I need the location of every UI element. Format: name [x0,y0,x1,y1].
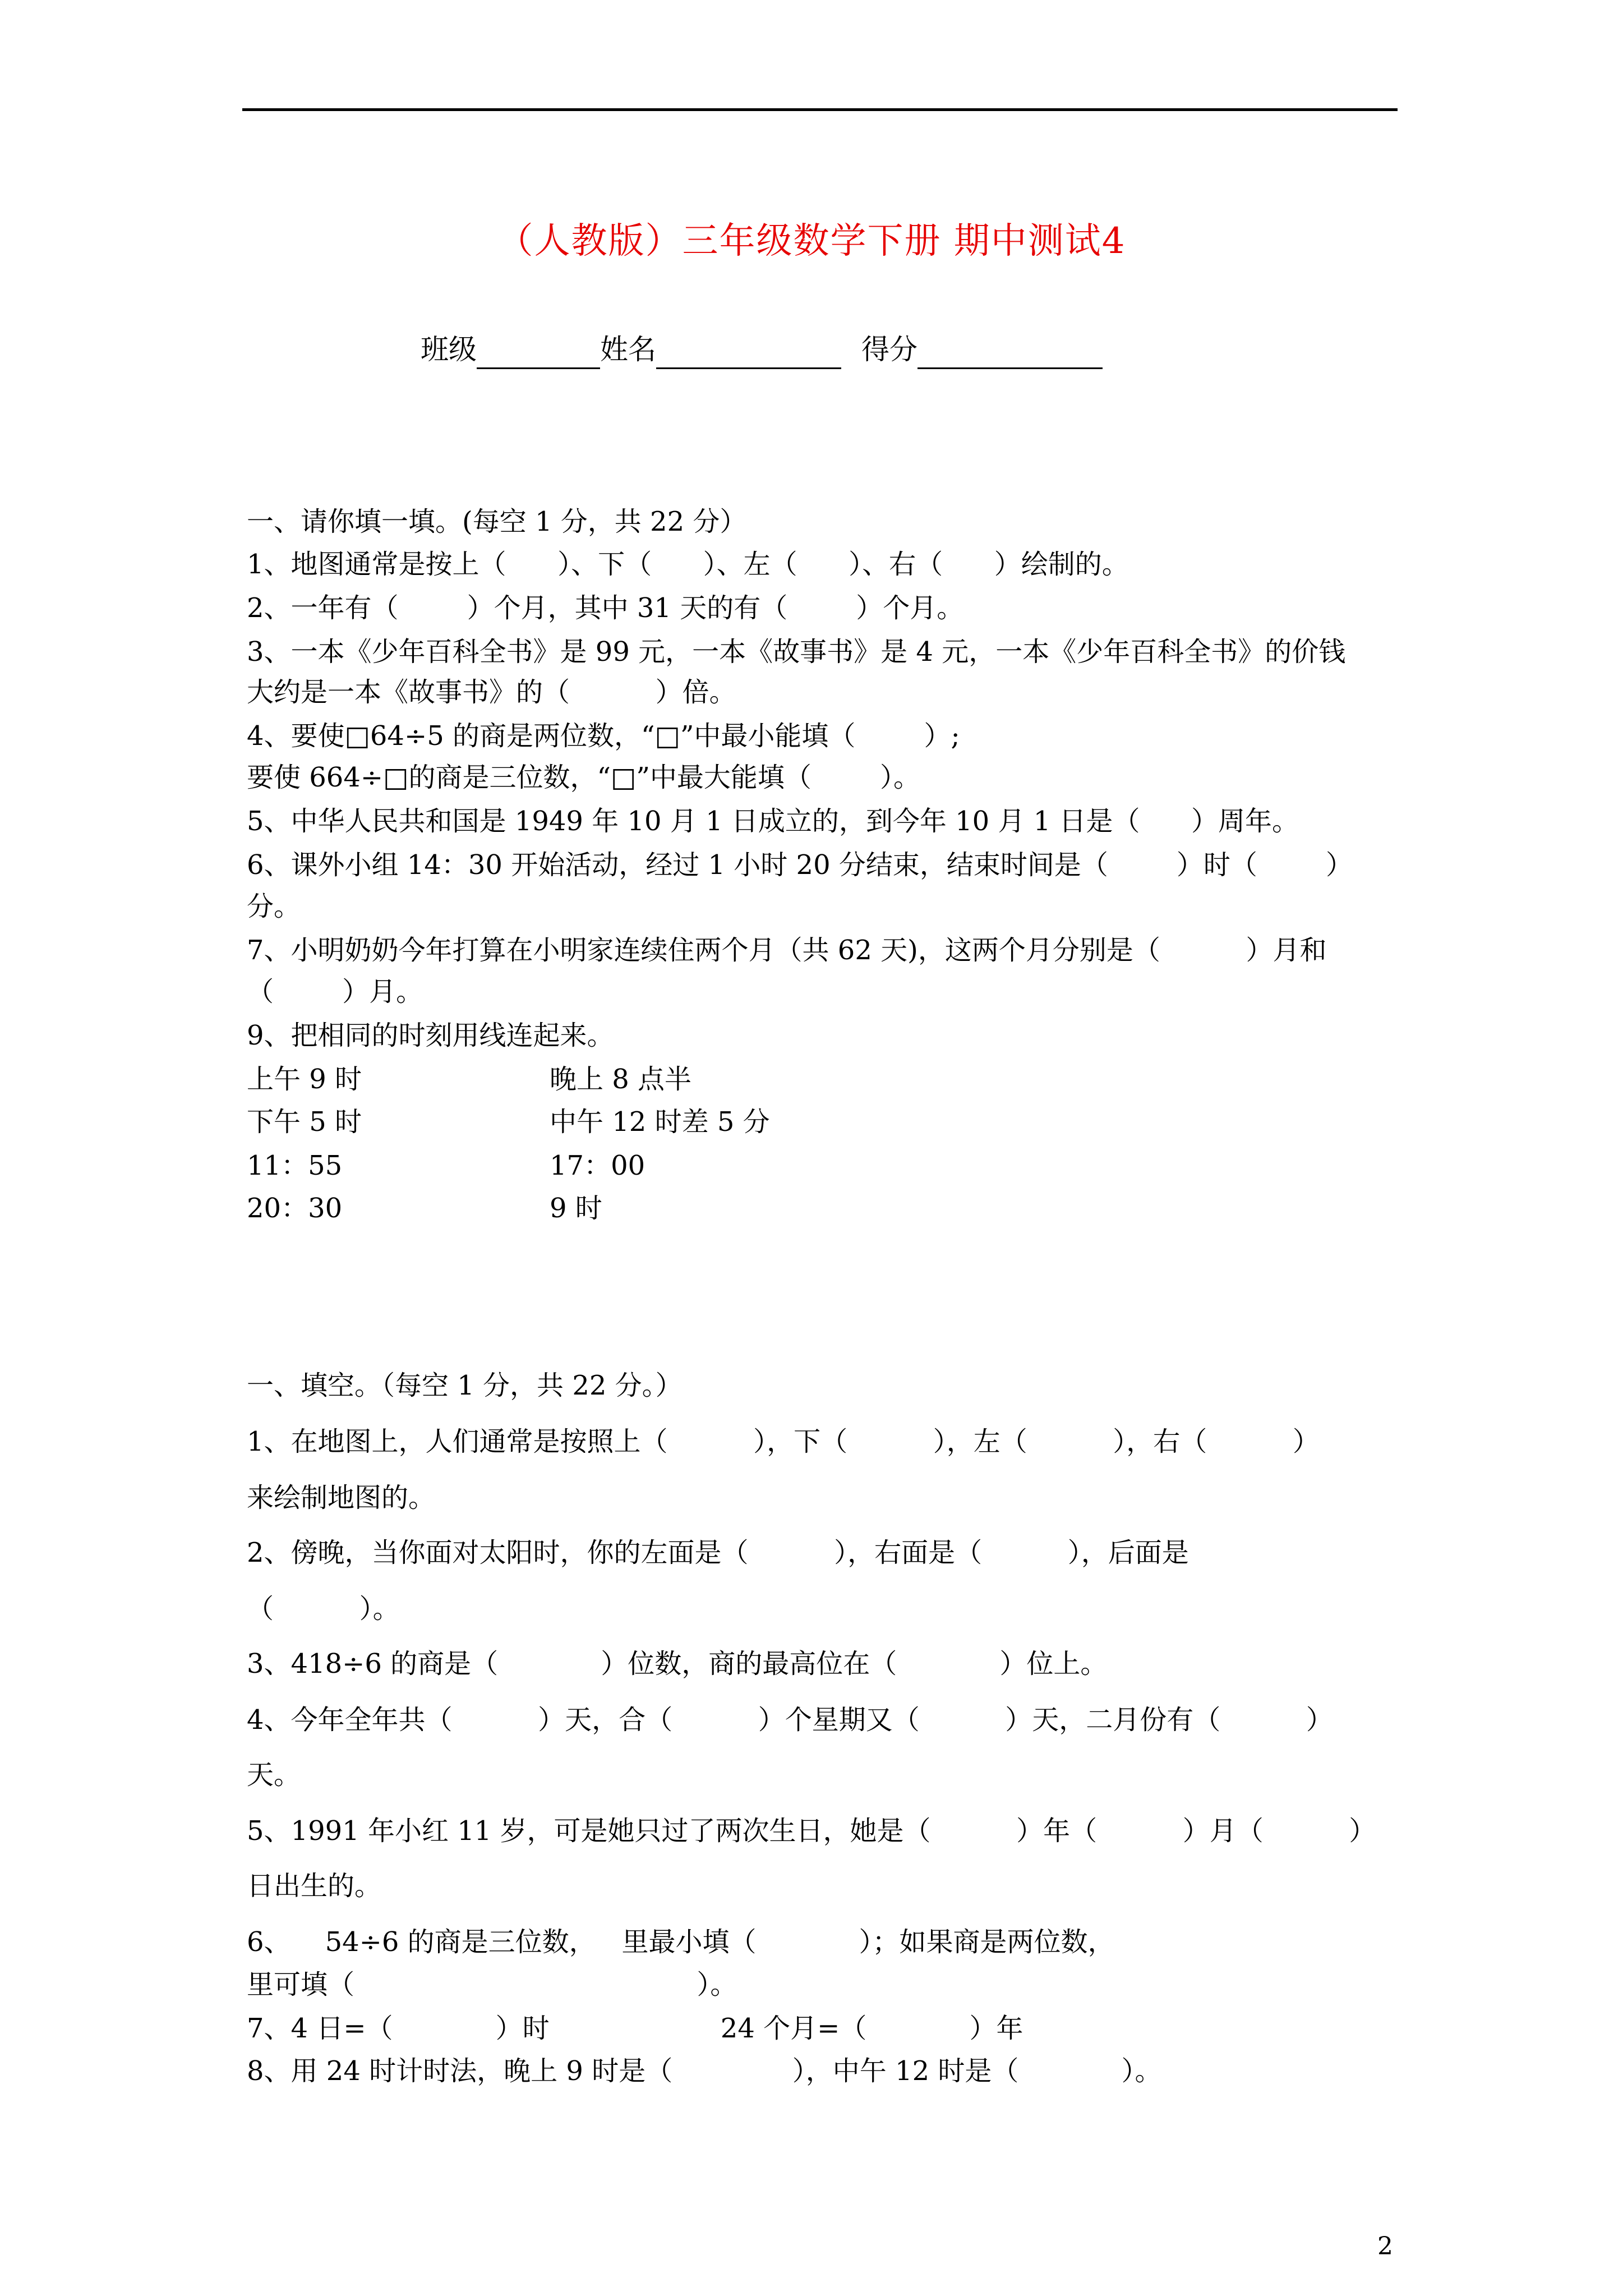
section1-heading: 一、请你填一填。(每空 1 分，共 22 分） [247,506,747,537]
score-label: 得分 [861,333,917,366]
name-blank[interactable] [656,338,841,369]
sec2-question-6a: 6、 54÷6 的商是三位数， 里最小填（ ）；如果商是两位数， [247,1926,1115,1958]
sec2-question-5a: 5、1991 年小红 11 岁，可是她只过了两次生日，她是（ ）年（ ）月（ ） [247,1815,1376,1847]
sec2-question-6b: 里可填（ ）。 [247,1969,737,2000]
sec1-question-2: 2、一年有（ ）个月，其中 31 天的有（ ）个月。 [247,592,964,624]
sec1-question-1: 1、地图通常是按上（ ）、下（ ）、左（ ）、右（ ）绘制的。 [247,549,1129,580]
sec2-question-2a: 2、傍晚，当你面对太阳时，你的左面是（ ），右面是（ ），后面是 [247,1537,1189,1568]
sec2-question-8: 8、用 24 时计时法，晚上 9 时是（ ），中午 12 时是（ ）。 [247,2055,1162,2087]
student-info-row [421,330,1103,369]
match-left-item: 上午 9 时 [247,1064,362,1095]
sec2-question-1b: 来绘制地图的。 [247,1482,436,1513]
sec2-question-4a: 4、今年全年共（ ）天，合（ ）个星期又（ ）天，二月份有（ ） [247,1704,1333,1736]
sec2-question-2b: （ ）。 [247,1593,400,1625]
sec1-question-6a: 6、课外小组 14：30 开始活动，经过 1 小时 20 分结束，结束时间是（ ）时（ ） [247,849,1353,881]
sec2-question-7: 7、4 日=（ ）时 24 个月=（ ）年 [247,2013,1023,2044]
sec2-question-5b: 日出生的。 [247,1870,382,1902]
page-number: 2 [1377,2232,1393,2261]
sec1-question-7b: （ ）月。 [247,976,423,1007]
header-rule [242,108,1398,111]
sec1-question-4b: 要使 664÷□的商是三位数，“□”中最大能填（ ）。 [247,762,920,793]
name-label: 姓名 [600,333,656,366]
sec2-question-4b: 天。 [247,1759,301,1791]
match-right-item: 中午 12 时差 5 分 [550,1106,770,1138]
match-right-item: 9 时 [550,1193,602,1224]
section2-heading: 一、填空。（每空 1 分，共 22 分。） [247,1370,683,1401]
sec1-question-3a: 3、一本《少年百科全书》是 99 元，一本《故事书》是 4 元，一本《少年百科全书》的价钱 [247,636,1346,668]
sec1-question-9: 9、把相同的时刻用线连起来。 [247,1020,614,1051]
match-right-item: 晚上 8 点半 [550,1064,692,1095]
sec1-question-4a: 4、要使□64÷5 的商是两位数，“□”中最小能填（ ）; [247,720,960,752]
class-blank[interactable] [477,338,600,369]
sec2-question-3: 3、418÷6 的商是（ ）位数，商的最高位在（ ）位上。 [247,1648,1108,1680]
match-left-item: 20：30 [247,1193,343,1224]
score-blank[interactable] [917,338,1103,369]
sec1-question-5: 5、中华人民共和国是 1949 年 10 月 1 日成立的，到今年 10 月 1 日是（ ）周年。 [247,806,1299,837]
sec1-question-3b: 大约是一本《故事书》的（ ）倍。 [247,677,736,708]
page-title: （人教版）三年级数学下册 期中测试4 [497,220,1126,262]
sec1-question-6b: 分。 [247,891,301,922]
sec1-question-7a: 7、小明奶奶今年打算在小明家连续住两个月（共 62 天)，这两个月分别是（ ）月和 [247,935,1327,966]
class-label: 班级 [421,333,477,366]
sec2-question-1a: 1、在地图上，人们通常是按照上（ ），下（ ），左（ ），右（ ） [247,1426,1320,1457]
match-right-item: 17：00 [550,1150,645,1181]
match-left-item: 下午 5 时 [247,1106,362,1138]
match-left-item: 11：55 [247,1150,343,1181]
